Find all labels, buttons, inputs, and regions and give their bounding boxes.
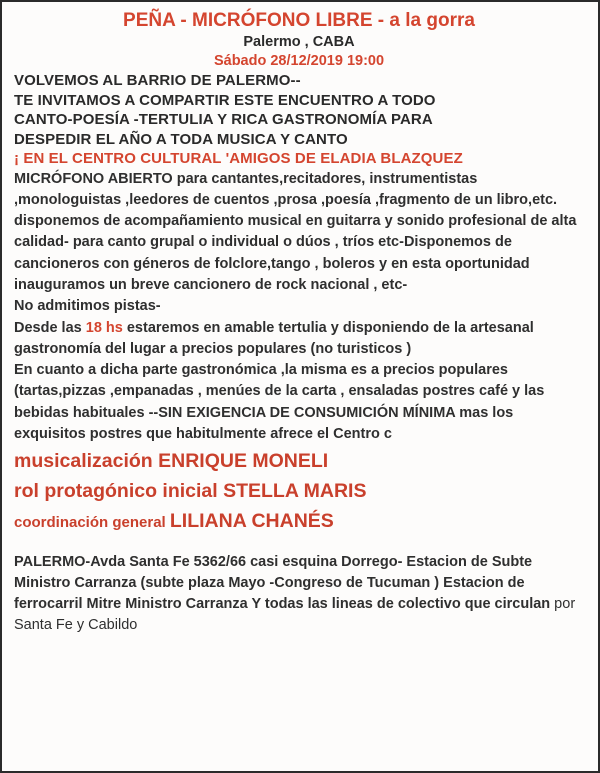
schedule-paragraph [14, 318, 584, 361]
coordination-name: LILIANA CHANÉS [169, 510, 334, 533]
address-tail: por Santa Fe y Cabildo [14, 596, 576, 634]
coordination-label: coordinación general [14, 514, 170, 532]
intro [14, 71, 584, 169]
intro-line-3: CANTO-POESÍA -TERTULIA Y RICA GASTRONOMÍA PARA [14, 111, 433, 128]
accompaniment-paragraph: disponemos de acompañamiento musical en guitarra y sonido profesional de alta calidad- para canto grupal o individual o dúos , tríos etc-Disponemos de cancioneros con géneros de folclore,tango , boleros y en esta oportunidad inauguramos un breve cancionero de rock nacional , etc- [14, 213, 577, 293]
venue-line: ¡ EN EL CENTRO CULTURAL 'AMIGOS DE ELADIA BLAZQUEZ [14, 150, 463, 167]
location: Palermo , CABA [243, 34, 355, 50]
credit-coordination [14, 506, 584, 538]
credit-music: musicalización ENRIQUE MONELI [14, 450, 329, 473]
address-block [14, 552, 584, 636]
start-hour: 18 hs [85, 319, 123, 336]
description [14, 169, 584, 446]
schedule-post: estaremos en amable tertulia y disponiendo de la artesanal gastronomía del lugar a precios populares (no turisticos ) [14, 319, 534, 357]
credits [14, 446, 584, 538]
schedule-pre: Desde las [14, 319, 86, 336]
gastronomy-paragraph: En cuanto a dicha parte gastronómica ,la misma es a precios populares (tartas,pizzas ,empanadas , menúes de la carta , ensaladas postres café y las bebidas habituales --SIN EXIGENCIA DE CONSUMICIÓN MÍNIMA mas los exquisitos postres que habitulmente afrece el Centro c [14, 362, 545, 443]
flyer-title: PEÑA - MICRÓFONO LIBRE - a la gorra [123, 10, 475, 31]
address-text: PALERMO-Avda Santa Fe 5362/66 casi esquina Dorrego- Estacion de Subte Ministro Carranza (subte plaza Mayo -Congreso de Tucuman ) Estacion de ferrocarril Mitre Ministro Carranza Y todas las lineas de colectivo que circulan [14, 554, 551, 613]
no-tracks-note: No admitimos pistas- [14, 298, 161, 315]
intro-line-2: TE INVITAMOS A COMPARTIR ESTE ENCUENTRO A TODO [14, 91, 436, 109]
intro-line-4: DESPEDIR EL AÑO A TODA MUSICA Y CANTO [14, 130, 348, 148]
intro-line-1: VOLVEMOS AL BARRIO DE PALERMO-- [14, 72, 301, 89]
event-date: Sábado 28/12/2019 19:00 [213, 53, 385, 69]
open-mic-paragraph: MICRÓFONO ABIERTO para cantantes,recitadores, instrumentistas ,monologuistas ,leedores de cuentos ,prosa ,poesía ,fragmento de un libro,etc. [14, 170, 558, 208]
credit-role: rol protagónico inicial STELLA MARIS [14, 480, 367, 503]
